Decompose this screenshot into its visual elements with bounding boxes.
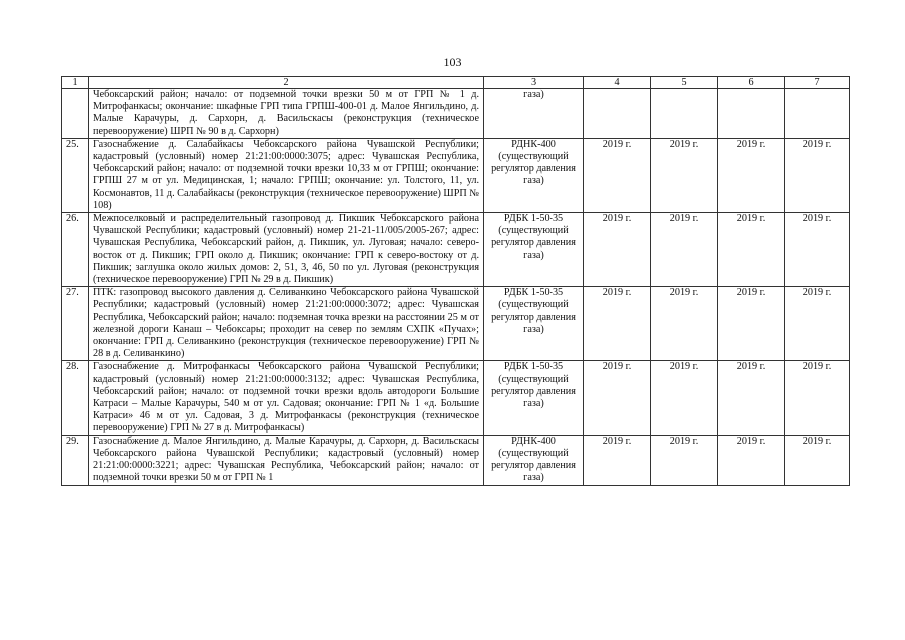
column-header: 4	[584, 77, 651, 89]
equipment-cell: газа)	[484, 89, 584, 139]
year-cell: 2019 г.	[651, 435, 718, 485]
equipment-cell: РДБК 1-50-35 (существующий регулятор давления газа)	[484, 361, 584, 435]
year-cell: 2019 г.	[785, 361, 850, 435]
table-row	[62, 361, 850, 435]
infrastructure-table	[61, 76, 850, 486]
column-header: 5	[651, 77, 718, 89]
year-cell: 2019 г.	[785, 138, 850, 212]
equipment-cell: РДНК-400 (существующий регулятор давления газа)	[484, 138, 584, 212]
table-row	[62, 435, 850, 485]
column-header: 1	[62, 77, 89, 89]
object-description: Межпоселковый и распределительный газопровод д. Пикшик Чебоксарского района Чувашской Республики; кадастровый (условный) номер 21-21-11/005/2005-267; адрес: Чувашская Республика, Чебоксарский район, д. Пикшик, ул. Луговая; начало: северо-восток от д. Пикшик; ГРП около д. Пикшик; окончание: ГРП к северо-востоку от д. Пикшик; заглушка около жилых домов: 2, 51, 3, 46, 50 по ул. Луговая (реконструкция (техническое перевооружение) ГРП № 29 в д. Пикшик)	[89, 213, 484, 287]
year-cell: 2019 г.	[651, 287, 718, 361]
year-cell: 2019 г.	[785, 435, 850, 485]
year-cell: 2019 г.	[718, 213, 785, 287]
year-cell: 2019 г.	[584, 213, 651, 287]
row-number: 25.	[62, 138, 89, 212]
year-cell	[718, 89, 785, 139]
object-description: Газоснабжение д. Митрофанкасы Чебоксарского района Чувашской Республики; кадастровый (условный) номер 21:21:00:0000:3132; адрес: Чувашская Республика, Чебоксарский район; начало: от подземной точки врезки вдоль автодороги Большие Катраси – Малые Карачуры, 540 м от ул. Садовая; окончание: ГРП № 1 «д. Большие Катраси» 46 м от ул. Садовая, 3 д. Митрофанкасы (реконструкция (техническое перевооружение) ГРП № 27 в д. Митрофанкасы)	[89, 361, 484, 435]
year-cell	[584, 89, 651, 139]
row-number: 28.	[62, 361, 89, 435]
column-header: 7	[785, 77, 850, 89]
table-row	[62, 89, 850, 139]
year-cell	[785, 89, 850, 139]
column-header: 3	[484, 77, 584, 89]
table-row	[62, 287, 850, 361]
object-description: ПТК: газопровод высокого давления д. Селиванкино Чебоксарского района Чувашской Республики; кадастровый (условный) номер 21:21:00:0000:3072; адрес: Чувашская Республика, Чебоксарский район; начало: подземная точка врезки на расстоянии 25 м от железной дороги Канаш – Чебоксары; проходит на север по землям СХПК «Пучах»; окончание: ГРП д. Селиванкино (реконструкция (техническое перевооружение) ГРП № 28 в д. Селиванкино)	[89, 287, 484, 361]
year-cell: 2019 г.	[718, 287, 785, 361]
equipment-cell: РДБК 1-50-35 (существующий регулятор давления газа)	[484, 287, 584, 361]
year-cell: 2019 г.	[785, 287, 850, 361]
year-cell: 2019 г.	[651, 213, 718, 287]
row-number	[62, 89, 89, 139]
row-number: 29.	[62, 435, 89, 485]
year-cell: 2019 г.	[584, 435, 651, 485]
year-cell: 2019 г.	[718, 138, 785, 212]
year-cell: 2019 г.	[584, 138, 651, 212]
table-row	[62, 138, 850, 212]
equipment-cell: РДБК 1-50-35 (существующий регулятор давления газа)	[484, 213, 584, 287]
row-number: 27.	[62, 287, 89, 361]
object-description: Чебоксарский район; начало: от подземной точки врезки 50 м от ГРП № 1 д. Митрофанкасы; окончание: шкафные ГРП типа ГРПШ-400-01 д. Малое Янгильдино, д. Малые Карачуры, д. Сархорн, д. Васильскасы (реконструкция (техническое перевооружение) ШРП № 90 в д. Сархорн)	[89, 89, 484, 139]
page-number: 103	[443, 55, 462, 69]
column-header: 2	[89, 77, 484, 89]
year-cell	[651, 89, 718, 139]
year-cell: 2019 г.	[584, 287, 651, 361]
column-header: 6	[718, 77, 785, 89]
year-cell: 2019 г.	[718, 361, 785, 435]
table-header-row	[62, 77, 850, 89]
row-number: 26.	[62, 213, 89, 287]
year-cell: 2019 г.	[584, 361, 651, 435]
equipment-cell: РДНК-400 (существующий регулятор давления газа)	[484, 435, 584, 485]
year-cell: 2019 г.	[651, 361, 718, 435]
year-cell: 2019 г.	[651, 138, 718, 212]
object-description: Газоснабжение д. Салабайкасы Чебоксарского района Чувашской Республики; кадастровый (условный) номер 21:21:00:0000:3075; адрес: Чувашская Республика, Чебоксарский район; начало: от подземной точки врезки 10,33 м от ГРПШ; окончание: ГРПШ 27 м от ул. Медицинская, 1; начало: ГРПШ; окончание: ул. Толстого, 11, ул. Космонавтов, 11 д. Салабайкасы (реконструкция (техническое перевооружение) ШРП № 108)	[89, 138, 484, 212]
year-cell: 2019 г.	[718, 435, 785, 485]
table-row	[62, 213, 850, 287]
year-cell: 2019 г.	[785, 213, 850, 287]
object-description: Газоснабжение д. Малое Янгильдино, д. Малые Карачуры, д. Сархорн, д. Васильскасы Чебоксарского района Чувашской Республики; кадастровый (условный) номер 21:21:00:0000:3221; адрес: Чувашская Республика, Чебоксарский район; начало: от подземной точки врезки 50 м от ГРП № 1	[89, 435, 484, 485]
